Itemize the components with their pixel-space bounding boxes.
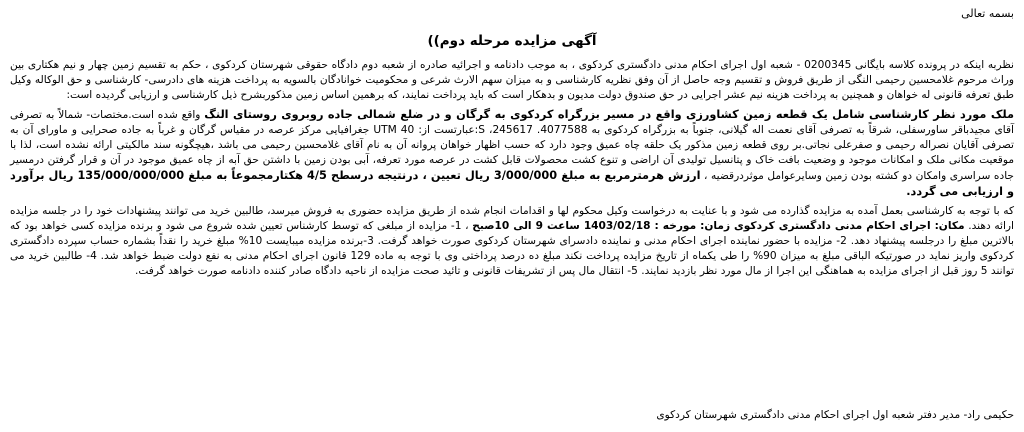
signature: حکیمی راد- مدیر دفتر شعبه اول اجرای احکام مدنی دادگستری شهرستان کردکوی	[656, 409, 1014, 421]
auction-paragraph	[10, 204, 1014, 279]
intro-paragraph: نظربه اینکه در پرونده کلاسه بایگانی 0200345 - شعبه اول اجرای احکام مدنی دادگستری کردکوی ، به موجب دادنامه و اجرائیه صادره از شعبه دوم دادگاه حقوقی شهرستان کردکوی ، حکم به تقسیم زمین چهار و نیم هکتاری بین وراث مرحوم غلامحسین رحیمی النگی از طریق فروش و تقسیم وجه حاصل از آن وفق نظریه کارشناسی و به میزان سهم الارث شرعی و محکومیت خوانادگان بالسویه به پرداخت هزینه های دادرسی- کارشناسی و حق الوکاله وکیل طبق تعرفه قانونی له خواهان و همچنین به پرداخت هزینه نیم عشر اجرایی در حق صندوق دولت مدیون و بدهکار است که باید پرداخت نمایند، که برهمین اساس زمین مذکوربشرح ذیل کارشناسی و ارزیابی گردیده است:	[10, 59, 1014, 101]
property-paragraph	[10, 107, 1014, 200]
property-lead: ملک مورد نظر کارشناسی شامل یک قطعه زمین کشاورزی واقع در مسیر بزرگراه کردکوی به گرگان و در ضلع شمالی جاده روبروی روستای النگ	[204, 108, 1014, 121]
auction-intro: که با توجه به کارشناسی بعمل آمده به مزایده گذارده می شود و با عنایت به درخواست وکیل محکوم لها و اقدامات انجام شده از طریق مزایده حضوری به فروش میرسد، طالبین خرید می توانند پیشنهادات خود را در جلسه مزایده ارائه دهند.	[10, 205, 1014, 232]
property-valuation: ارزش هرمترمربع به مبلغ 3/000/000 ریال تعیین ، درنتیجه درسطح 4/5 هکتارمجموعاً به مبلغ 135/000/000/000 ریال برآورد و ارزیابی می گردد.	[10, 169, 1014, 198]
auction-terms: ، 1- مزایده از مبلغی که توسط کارشناس تعیین شده شروع می شود و برنده مزایده کسی خواهد بود که بالاترین مبلغ را درجلسه پیشنهاد دهد. 2- مزایده با حضور نماینده اجرای احکام مدنی و نماینده دادسرای شهرستان کردکوی صورت خواهد گرفت. 3-برنده مزایده میبایست 10% مبلغ خرید را نقداً بشماره حساب سپرده دادگستری کردکوی واریز نماید در صورتیکه الباقی مبلغ به میزان 90% را طی یکماه از تاریخ مزایده پرداخت نکند مبلغ ده درصد پرداختی وی با توجه به ماده 129 قانون اجرای احکام مدنی به نفع دولت ضبط خواهد شد. 4- طالبین خرید می توانند 5 روز قبل از اجرای مزایده به هماهنگی این اجرا از مال مورد نظر بازدید نمایند. 5- انتقال مال پس از تشریفات قانونی و تائید صحت مزایده از ناحیه دادگاه صادر کننده دادنامه صورت خواهد گرفت.	[10, 220, 1015, 277]
property-details: واقع شده است.مختصات- شمالاً به تصرفی آقای مجیدباقر ساورسفلی، شرقاً به تصرفی آقای نعمت اله گیلانی، جنوباً به بزرگراه کردکوی به 4077588. 245617، S:عبارتست از: UTM 40 جغرافیایی مرکز عرصه در مقیاس گرگان و غرباً به جاده صحرایی و ماورای آن به تصرفی آقایان نصراله رحیمی و صفرعلی نجاتی.بر روی قطعه زمین مذکور یک حلقه چاه عمیق وجود دارد که حسب اظهار خواهان پروانه آن به نام آقای غلامحسین رحیمی می باشد ،هیچگونه سند مالکیتی ارائه نشده است، لذا با موقعیت مکانی ملک و امکانات موجود و وضعیت بافت خاک و پتانسیل تولیدی آن اراضی و تنوع کشت محصولات قابل کشت در عرصه مورد تعرفه، آبی بودن زمین با داشتن حق آبه از چاه عمیق موجود در آن و قرار گرفتن درمسیر جاده سراسری وامکان دو کشته بودن زمین وسایرعوامل موثردرقضیه ،	[10, 109, 1014, 182]
page-title: آگهی مزایده مرحله دوم))	[427, 33, 597, 49]
basmala: بسمه تعالی	[961, 7, 1014, 20]
auction-place-time: مکان: اجرای احکام مدنی دادگستری کردکوی زمان: مورخه : 1403/02/18 ساعت 9 الی 10صبح	[472, 220, 965, 232]
